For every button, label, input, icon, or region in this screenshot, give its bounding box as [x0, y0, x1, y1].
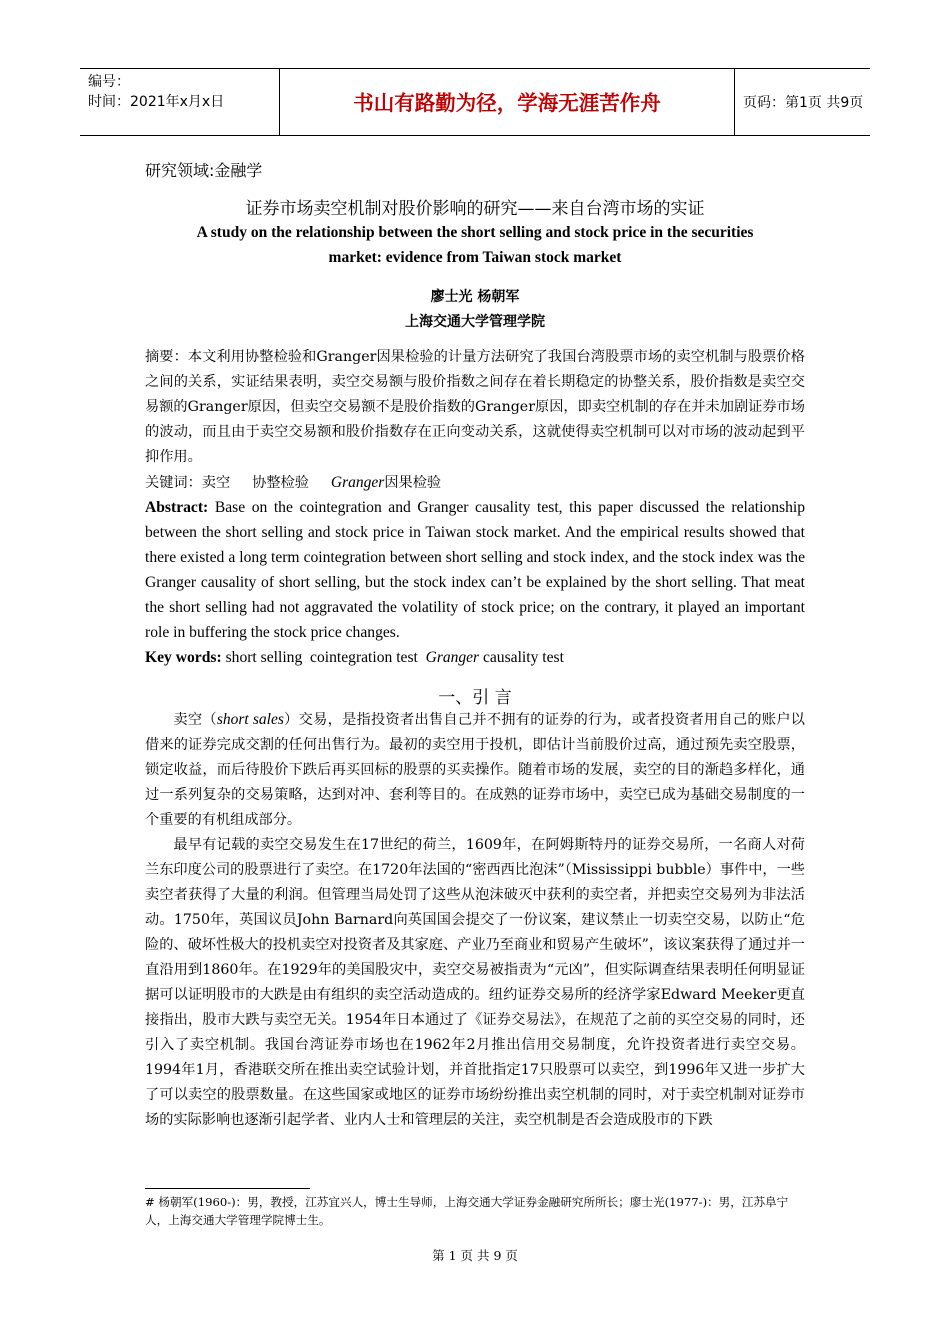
research-field: 研究领域:金融学	[145, 161, 263, 180]
header-motto-cell	[280, 69, 735, 135]
paper-title-cn: 证券市场卖空机制对股价影响的研究——来自台湾市场的实证	[245, 199, 705, 219]
header-page-cell	[735, 69, 870, 135]
intro-paragraph-1	[145, 707, 805, 833]
footnote: # 杨朝军(1960-)：男，教授，江苏宜兴人，博士生导师，上海交通大学证券金融研究所所长；廖士光(1977-)：男，江苏阜宁人，上海交通大学管理学院博士生。	[145, 1195, 789, 1227]
abstract-cn-text: 本文利用协整检验和Granger因果检验的计量方法研究了我国台湾股票市场的卖空机制与股票价格之间的关系，实证结果表明，卖空交易额与股价指数之间存在着长期稳定的协整关系，股价指数是卖空交易额的Granger原因，但卖空交易额不是股价指数的Granger原因，即卖空机制的存在并未加剧证券市场的波动，而且由于卖空交易额和股价指数存在正向变动关系，这就使得卖空机制可以对市场的波动起到平抑作用。	[145, 349, 805, 465]
page-header	[80, 68, 870, 136]
abstract-cn-label: 摘要：	[145, 349, 188, 365]
header-page-label: 页码：第1页 共9页	[743, 95, 864, 111]
abstract-en-label: Abstract:	[145, 499, 209, 516]
abstract-en	[145, 495, 805, 645]
keyword-cn-1: 卖空	[201, 475, 231, 491]
keyword-cn-3-rest: 因果检验	[384, 475, 442, 491]
time-label: 时间：2021年x月x日	[88, 94, 225, 110]
intro-p1-rest: ）交易，是指投资者出售自己并不拥有的证券的行为，或者投资者用自己的账户以借来的证券完成交割的任何出售行为。最初的卖空用于投机，即估计当前股价过高，通过预先卖空股票，锁定收益，而后待股价下跌后再买回标的股票的买卖操作。随着市场的发展，卖空的目的渐趋多样化，通过一系列复杂的交易策略，达到对冲、套利等目的。在成熟的证券市场中，卖空已成为基础交易制度的一个重要的有机组成部分。	[145, 712, 805, 828]
abstract-en-text: Base on the cointegration and Granger causality test, this paper discussed the relationship between the short selling and stock price in Taiwan stock market. And the empirical results showed that there existed a long term cointegration between short selling and stock index, and the stock index was the Granger causality of short selling, but the stock index can’t be explained by the short selling. That meat the short selling had not aggravated the volatility of stock price; on the contrary, it played an important role in buffering the stock price changes.	[145, 499, 806, 641]
paper-title-en-line2: market: evidence from Taiwan stock market	[328, 249, 622, 266]
keywords-en-label: Key words:	[145, 649, 222, 666]
intro-p1-term: short sales	[216, 711, 284, 728]
keyword-en-1: short selling	[225, 649, 303, 666]
abstract-cn	[145, 345, 805, 470]
keyword-en-3-italic: Granger	[425, 649, 480, 666]
keyword-en-3-rest: causality test	[482, 649, 564, 666]
keywords-cn-label: 关键词：	[145, 475, 202, 491]
keyword-cn-2: 协整检验	[252, 475, 309, 491]
paper-title-en-line1: A study on the relationship between the short selling and stock price in the securities	[196, 224, 754, 241]
intro-p1-start: 卖空（	[173, 712, 217, 728]
serial-label: 编号：	[88, 74, 130, 90]
section-body	[145, 707, 805, 1133]
keywords-en	[145, 645, 805, 670]
footnote-rule	[145, 1188, 310, 1189]
header-motto: 书山有路勤为径，学海无涯苦作舟	[353, 91, 661, 115]
author-affiliation: 上海交通大学管理学院	[405, 314, 545, 330]
section-heading: 一、引 言	[438, 688, 512, 708]
intro-paragraph-2: 最早有记载的卖空交易发生在17世纪的荷兰，1609年，在阿姆斯特丹的证券交易所，一名商人对荷兰东印度公司的股票进行了卖空。在1720年法国的“密西西比泡沫”（Mississippi bubble）事件中，一些卖空者获得了大量的利润。但管理当局处罚了这些从泡沫破灭中获利的卖空者，并把卖空交易列为非法活动。1750年，英国议员John Barnard向英国国会提交了一份议案，建议禁止一切卖空交易，以防止“危险的、破坏性极大的投机卖空对投资者及其家庭、产业乃至商业和贸易产生破坏”，该议案获得了通过并一直沿用到1860年。在1929年的美国股灾中，卖空交易被指责为“元凶”，但实际调查结果表明任何明显证据可以证明股市的大跌是由有组织的卖空活动造成的。纽约证券交易所的经济学家Edward Meeker更直接指出，股市大跌与卖空无关。1954年日本通过了《证券交易法》，在规范了之前的买空交易的同时，还引入了卖空机制。我国台湾证券市场也在1962年2月推出信用交易制度，允许投资者进行卖空交易。1994年1月，香港联交所在推出卖空试验计划，并首批指定17只股票可以卖空，到1996年又进一步扩大了可以卖空的股票数量。在这些国家或地区的证券市场纷纷推出卖空机制的同时，对于卖空机制对证券市场的实际影响也逐渐引起学者、业内人士和管理层的关注，卖空机制是否会造成股市的下跌	[145, 837, 805, 1128]
keyword-cn-3-italic: Granger	[330, 474, 385, 491]
header-meta-cell	[80, 69, 280, 135]
keywords-cn	[145, 470, 805, 496]
keyword-en-2: cointegration test	[310, 649, 418, 666]
page-number: 第 1 页 共 9 页	[432, 1248, 518, 1263]
author-names: 廖士光 杨朝军	[430, 289, 520, 305]
